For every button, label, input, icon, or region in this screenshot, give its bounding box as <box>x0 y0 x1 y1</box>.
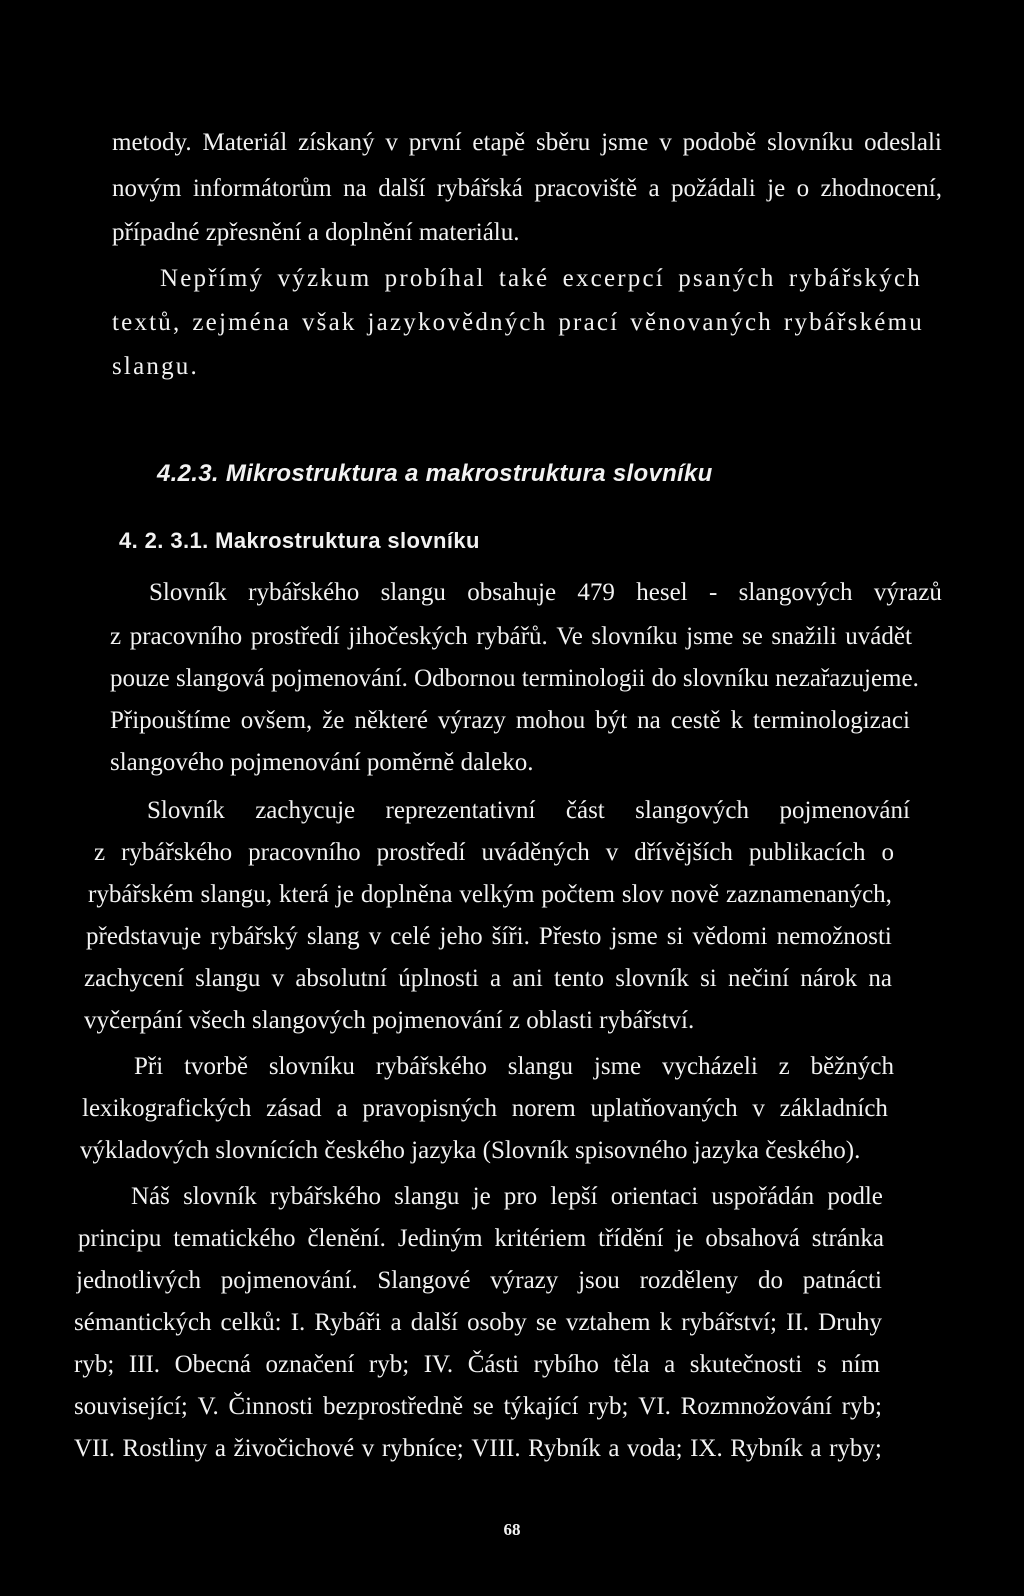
section-heading: 4.2.3. Mikrostruktura a makrostruktura slovníku <box>157 460 713 487</box>
word: sémantických <box>74 1309 212 1336</box>
text-line <box>74 1350 880 1380</box>
word: tento <box>554 965 605 992</box>
word: že <box>322 707 345 734</box>
word: prací <box>558 309 620 336</box>
word: úplnosti <box>398 965 479 992</box>
text-line <box>88 880 892 910</box>
word: vztahem <box>565 1309 651 1336</box>
word: k <box>730 707 744 734</box>
text-line: pouze slangová pojmenování. Odbornou terminologii do slovníku nezařazujeme. <box>110 665 919 692</box>
word: dřívějších <box>634 839 733 866</box>
word: terminologizaci <box>753 707 910 734</box>
word: zachycení <box>84 965 184 992</box>
word: textů, <box>112 309 182 336</box>
word: v <box>368 923 382 950</box>
word: v <box>605 839 619 866</box>
word: jazykovědných <box>367 309 548 336</box>
text-line <box>131 1182 883 1212</box>
word: stránka <box>811 1225 884 1252</box>
word: pojmenování. <box>220 1267 358 1294</box>
word: o <box>796 175 810 202</box>
word: mohou <box>515 707 586 734</box>
word: šíři. <box>491 923 530 950</box>
word: ryb; <box>74 1351 115 1378</box>
word: principu <box>78 1225 162 1252</box>
word: Ve <box>556 623 583 650</box>
word: informátorům <box>192 175 332 202</box>
word: obsahuje <box>467 579 557 606</box>
word: slovníku <box>591 623 678 650</box>
word: slang <box>306 923 360 950</box>
word: kritériem <box>494 1225 587 1252</box>
word: voda; <box>626 1435 683 1462</box>
word: absolutní <box>295 965 387 992</box>
word: sběru <box>536 129 591 156</box>
word: a <box>664 1351 676 1378</box>
text-line: výkladových slovnících českého jazyka (Slovník spisovného jazyka českého). <box>80 1137 861 1164</box>
word: vycházeli <box>662 1053 758 1080</box>
word: rybího <box>533 1351 599 1378</box>
word: jsme <box>593 1053 642 1080</box>
word: pravopisných <box>362 1095 498 1122</box>
word: do <box>757 1267 783 1294</box>
word: a <box>336 1095 348 1122</box>
word: slangových <box>635 797 750 824</box>
word: počtem <box>541 881 615 908</box>
word: o <box>881 839 894 866</box>
word: Náš <box>131 1183 170 1210</box>
text-line <box>74 1434 882 1464</box>
word: část <box>565 797 605 824</box>
word: pracovního <box>248 839 361 866</box>
word: osoby <box>467 1309 527 1336</box>
word: výrazy <box>437 707 506 734</box>
text-line <box>94 838 894 868</box>
word: výzkum <box>277 265 372 292</box>
word: vědomi <box>692 923 768 950</box>
word: týkající <box>503 1393 579 1420</box>
word: další <box>410 1309 458 1336</box>
text-line <box>86 922 892 952</box>
word: k <box>659 1309 673 1336</box>
word: rybářského <box>269 1183 381 1210</box>
word: zejména <box>192 309 292 336</box>
word: Části <box>467 1351 520 1378</box>
word: z <box>94 839 106 866</box>
word: patnácti <box>802 1267 882 1294</box>
word: na <box>868 965 892 992</box>
word: rybníce; <box>381 1435 464 1462</box>
word: zaznamenaných, <box>726 881 892 908</box>
word: další <box>378 175 426 202</box>
text-line <box>74 1308 882 1338</box>
word: rybářství; <box>681 1309 778 1336</box>
word: členění. <box>307 1225 386 1252</box>
word: Druhy <box>818 1309 882 1336</box>
word: lepší <box>550 1183 598 1210</box>
word: skutečnosti <box>689 1351 803 1378</box>
word: ním <box>841 1351 880 1378</box>
word: jsme <box>610 923 658 950</box>
text-line <box>84 964 892 994</box>
word: související; <box>74 1393 188 1420</box>
text-line <box>74 1392 882 1422</box>
word: v <box>271 965 285 992</box>
word: tvorbě <box>184 1053 248 1080</box>
word: prostředí <box>376 839 466 866</box>
word: V. <box>197 1393 219 1420</box>
word: VII. <box>74 1435 115 1462</box>
text-line <box>82 1094 888 1124</box>
word: třídění <box>598 1225 664 1252</box>
text-line: vyčerpání všech slangových pojmenování z oblasti rybářství. <box>84 1007 695 1034</box>
word: výrazy <box>490 1267 559 1294</box>
word: rybářského <box>375 1053 487 1080</box>
word: ovšem, <box>240 707 313 734</box>
word: ani <box>512 965 543 992</box>
word: rybářský <box>210 923 298 950</box>
word: Rozmnožování <box>680 1393 832 1420</box>
word: nově <box>670 881 720 908</box>
word: a <box>608 1435 620 1462</box>
word: zachycuje <box>255 797 356 824</box>
word: první <box>408 129 462 156</box>
word: reprezentativní <box>385 797 536 824</box>
word: a <box>810 1435 822 1462</box>
word: rybářského <box>248 579 360 606</box>
word: metody. <box>112 129 192 156</box>
word: podobě <box>682 129 757 156</box>
text-line <box>147 796 910 826</box>
word: Slovník <box>147 797 225 824</box>
word: probíhal <box>384 265 486 292</box>
word: nečiní <box>727 965 790 992</box>
word: Slangové <box>377 1267 471 1294</box>
word: podle <box>827 1183 883 1210</box>
word: Materiál <box>202 129 288 156</box>
word: Rostliny <box>122 1435 208 1462</box>
word: rybářská <box>436 175 523 202</box>
word: pracovního <box>129 623 243 650</box>
word: být <box>595 707 628 734</box>
word: si <box>700 965 717 992</box>
word: běžných <box>810 1053 894 1080</box>
word: publikacích <box>748 839 866 866</box>
word: uváděných <box>481 839 590 866</box>
word: slovníku <box>767 129 854 156</box>
word: slovníku <box>268 1053 355 1080</box>
word: slov <box>621 881 664 908</box>
word: se <box>472 1393 494 1420</box>
word: II. <box>786 1309 810 1336</box>
word: z <box>110 623 122 650</box>
word: Jediným <box>397 1225 483 1252</box>
text-line <box>160 264 922 294</box>
word: I. <box>290 1309 306 1336</box>
word: pracoviště <box>534 175 638 202</box>
word: celé <box>390 923 431 950</box>
word: s <box>816 1351 827 1378</box>
word: Nepřímý <box>160 265 265 292</box>
word: je <box>767 175 786 202</box>
word: Přesto <box>538 923 602 950</box>
word: slangu, <box>200 881 272 908</box>
word: novým <box>112 175 182 202</box>
word: věnovaných <box>630 309 774 336</box>
word: slovník <box>183 1183 257 1210</box>
word: představuje <box>86 923 202 950</box>
word: také <box>498 265 550 292</box>
word: psaných <box>678 265 776 292</box>
word: těla <box>613 1351 650 1378</box>
word: a <box>390 1309 402 1336</box>
word: v <box>361 1435 375 1462</box>
word: Připouštíme <box>110 707 231 734</box>
word: lexikografických <box>82 1095 252 1122</box>
word: některé <box>354 707 428 734</box>
word: uplatňovaných <box>590 1095 738 1122</box>
word: výrazů <box>873 579 942 606</box>
word: - <box>708 579 718 606</box>
word: a <box>214 1435 226 1462</box>
word: v <box>752 1095 765 1122</box>
word: Rybník <box>528 1435 601 1462</box>
word: VI. <box>638 1393 671 1420</box>
word: pojmenování <box>779 797 910 824</box>
word: orientaci <box>610 1183 699 1210</box>
word: ryby; <box>829 1435 882 1462</box>
word: rybářského <box>121 839 233 866</box>
word: rybářskému <box>783 309 924 336</box>
word: je <box>472 1183 491 1210</box>
word: jsme <box>601 129 649 156</box>
word: snažili <box>771 623 837 650</box>
word: zhodnocení, <box>820 175 942 202</box>
word: ryb; <box>841 1393 882 1420</box>
word: však <box>301 309 357 336</box>
word: obsahová <box>705 1225 800 1252</box>
word: uvádět <box>845 623 912 650</box>
word: bezprostředně <box>322 1393 464 1420</box>
word: rozděleny <box>639 1267 739 1294</box>
word: ryb; <box>368 1351 410 1378</box>
text-line: slangu. <box>112 353 199 380</box>
word: živočichové <box>233 1435 355 1462</box>
word: slangu <box>507 1053 574 1080</box>
word: Slovník <box>149 579 227 606</box>
word: celků: <box>220 1309 282 1336</box>
word: etapě <box>472 129 526 156</box>
word: III. <box>128 1351 161 1378</box>
word: IX. <box>690 1435 723 1462</box>
word: slangu <box>380 579 446 606</box>
word: v <box>659 129 672 156</box>
word: nárok <box>800 965 858 992</box>
word: zásad <box>266 1095 322 1122</box>
text-line <box>110 706 910 736</box>
text-line <box>134 1052 894 1082</box>
text-line <box>112 128 942 158</box>
text-line <box>78 1224 884 1254</box>
text-line <box>149 578 942 608</box>
text-line <box>112 308 924 338</box>
word: získaný <box>298 129 375 156</box>
word: norem <box>511 1095 576 1122</box>
text-line <box>76 1266 882 1296</box>
word: prostředí <box>250 623 340 650</box>
word: slangu <box>195 965 261 992</box>
word: hesel <box>636 579 688 606</box>
text-line <box>110 622 912 652</box>
word: slangu <box>394 1183 460 1210</box>
word: tematického <box>173 1225 296 1252</box>
word: rybářů. <box>476 623 548 650</box>
word: si <box>666 923 684 950</box>
word: jeho <box>439 923 483 950</box>
page-number: 68 <box>503 1520 521 1539</box>
word: v <box>385 129 398 156</box>
word: excerpcí <box>562 265 665 292</box>
word: Rybník <box>730 1435 803 1462</box>
word: IV. <box>423 1351 454 1378</box>
word: se <box>535 1309 557 1336</box>
word: se <box>741 623 763 650</box>
word: nemožnosti <box>776 923 892 950</box>
word: jihočeských <box>348 623 468 650</box>
word: VIII. <box>471 1435 521 1462</box>
word: Rybáři <box>314 1309 382 1336</box>
word: jsou <box>578 1267 620 1294</box>
word: požádali <box>671 175 756 202</box>
word: Činnosti <box>228 1393 314 1420</box>
word: ryb; <box>588 1393 629 1420</box>
word: rybářském <box>88 881 194 908</box>
word: cestě <box>670 707 721 734</box>
word: jednotlivých <box>76 1267 201 1294</box>
word: je <box>675 1225 694 1252</box>
word: jsme <box>686 623 734 650</box>
subsection-heading: 4. 2. 3.1. Makrostruktura slovníku <box>119 528 480 553</box>
word: uspořádán <box>711 1183 815 1210</box>
word: Při <box>134 1053 164 1080</box>
text-line <box>112 174 942 204</box>
word: na <box>343 175 367 202</box>
word: slovník <box>615 965 689 992</box>
word: je <box>335 881 354 908</box>
word: Obecná <box>174 1351 251 1378</box>
word: z <box>778 1053 790 1080</box>
word: na <box>637 707 661 734</box>
word: označení <box>265 1351 355 1378</box>
word: která <box>278 881 329 908</box>
word: a <box>648 175 660 202</box>
word: velkým <box>459 881 535 908</box>
word: odeslali <box>864 129 942 156</box>
text-line: případné zpřesnění a doplnění materiálu. <box>112 219 520 246</box>
word: rybářských <box>788 265 922 292</box>
word: základních <box>779 1095 888 1122</box>
word: slangových <box>738 579 853 606</box>
word: a <box>489 965 502 992</box>
word: pro <box>503 1183 538 1210</box>
text-line: slangového pojmenování poměrně daleko. <box>110 749 534 776</box>
word: doplněna <box>360 881 453 908</box>
word: 479 <box>577 579 615 606</box>
